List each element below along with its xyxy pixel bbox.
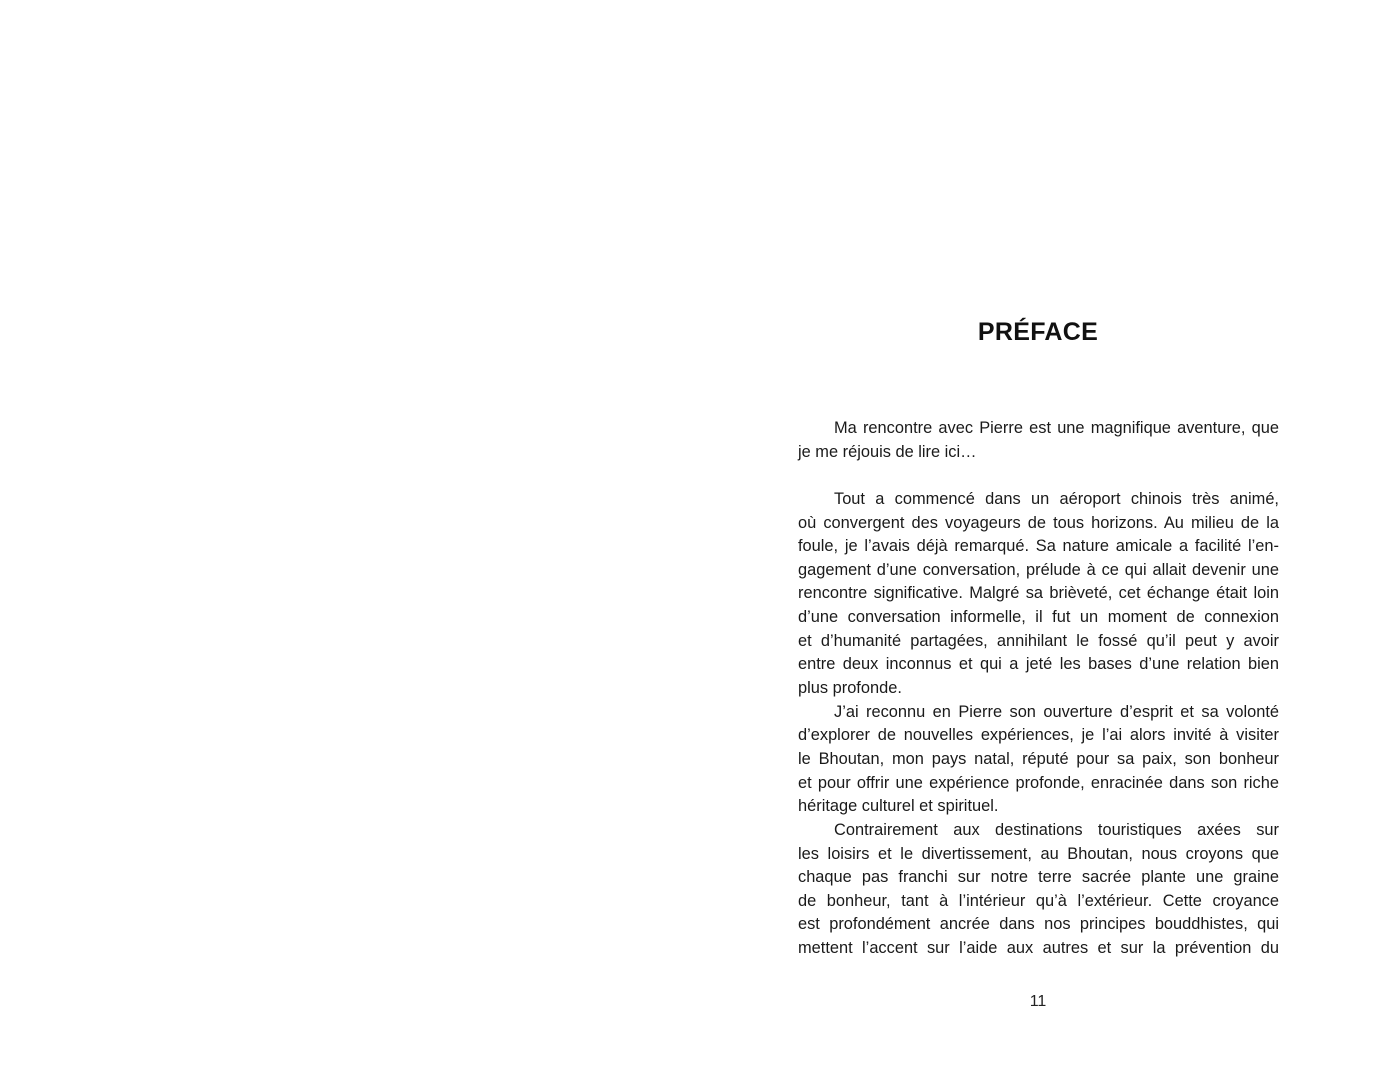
text-line: entre deux inconnus et qui a jeté les bases d’une relation bien [798,655,1279,674]
text-line: d’une conversation informelle, il fut un moment de connexion [798,608,1279,627]
text-line: mettent l’accent sur l’aide aux autres et sur la prévention du [798,939,1279,958]
text-line: plus profonde. [798,679,902,698]
paragraph [798,701,1279,819]
text-line: J’ai reconnu en Pierre son ouverture d’esprit et sa volonté [834,702,1279,721]
text-line: héritage culturel et spirituel. [798,797,999,816]
paragraph [798,417,1279,464]
text-line: les loisirs et le divertissement, au Bhoutan, nous croyons que [798,844,1279,863]
chapter-title: PRÉFACE [977,318,1099,346]
page-number: 11 [1029,993,1047,1010]
text-line: d’explorer de nouvelles expériences, je l’ai alors invité à visiter [798,726,1279,745]
text-line: rencontre significative. Malgré sa brièveté, cet échange était loin [798,584,1279,603]
text-line: je me réjouis de lire ici… [798,442,977,461]
text-line: et d’humanité partagées, annihilant le fossé qu’il peut y avoir [798,631,1279,650]
text-line: de bonheur, tant à l’intérieur qu’à l’extérieur. Cette croyance [798,891,1279,910]
text-line: Tout a commencé dans un aéroport chinois très animé, [834,489,1279,508]
paragraph [798,819,1279,961]
text-line: et pour offrir une expérience profonde, enracinée dans son riche [798,773,1279,792]
text-line: Ma rencontre avec Pierre est une magnifique aventure, que [834,419,1279,437]
text-line: où convergent des voyageurs de tous horizons. Au milieu de la [798,513,1279,532]
text-line: le Bhoutan, mon pays natal, réputé pour sa paix, son bonheur [798,749,1279,768]
body-text [798,417,1279,961]
text-line: Contrairement aux destinations touristiques axées sur [834,820,1279,839]
right-page [700,0,1400,1075]
text-line: chaque pas franchi sur notre terre sacrée plante une graine [798,868,1279,887]
paragraph-spacer [798,464,1279,488]
text-line: gagement d’une conversation, prélude à ce qui allait devenir une [798,560,1279,579]
text-line: foule, je l’avais déjà remarqué. Sa nature amicale a facilité l’en- [798,537,1279,556]
paragraph [798,488,1279,701]
text-line: est profondément ancrée dans nos principes bouddhistes, qui [798,915,1279,934]
